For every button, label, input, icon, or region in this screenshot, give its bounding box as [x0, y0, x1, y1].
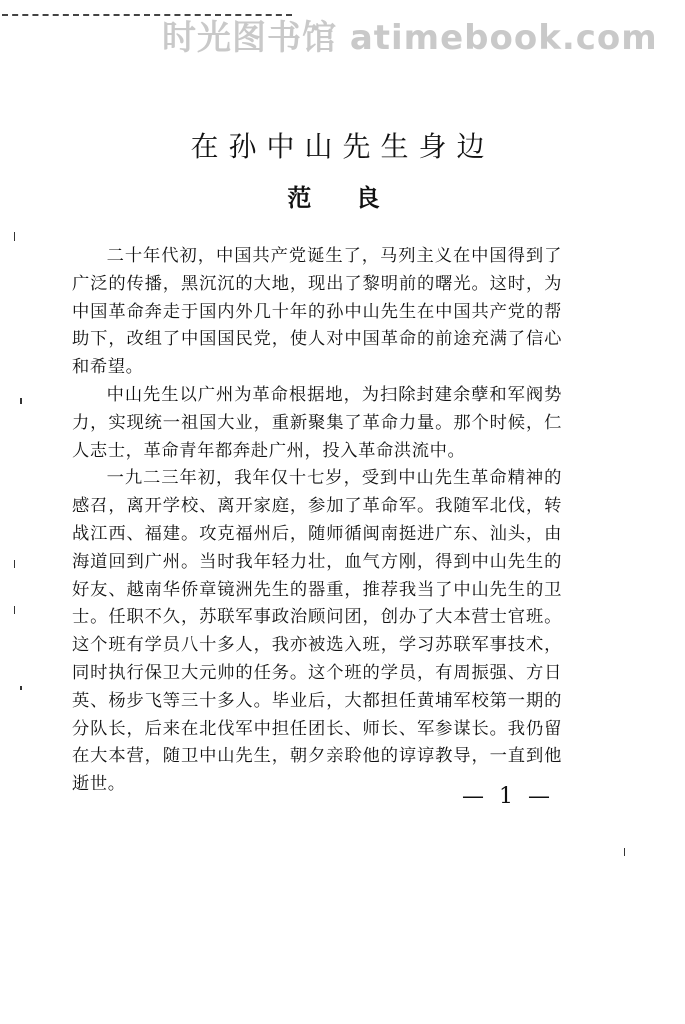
paragraph: 一九二三年初，我年仅十七岁，受到中山先生革命精神的感召，离开学校、离开家庭，参加了革命军。我随军北伐，转战江西、福建。攻克福州后，随师循闽南挺进广东、汕头，由海道回到广州。当时我年轻力壮，血气方刚，得到中山先生的好友、越南华侨章镜洲先生的器重，推荐我当了中山先生的卫士。任职不久，苏联军事政治顾问团，创办了大本营士官班。这个班有学员八十多人，我亦被选入班，学习苏联军事技术，同时执行保卫大元帅的任务。这个班的学员，有周振强、方日英、杨步飞等三十多人。毕业后，大都担任黄埔军校第一期的分队长，后来在北伐军中担任团长、师长、军参谋长。我仍留在大本营，随卫中山先生，朝夕亲聆他的谆谆教导，一直到他逝世。 [72, 468, 562, 795]
scan-mark [14, 560, 15, 568]
scan-mark [14, 232, 15, 241]
scan-mark [624, 848, 625, 856]
paragraph: 二十年代初，中国共产党诞生了，马列主义在中国得到了广泛的传播，黑沉沉的大地，现出了黎明前的曙光。这时，为中国革命奔走于国内外几十年的孙中山先生在中国共产党的帮助下，改组了中国国民党，使人对中国革命的前途充满了信心和希望。 [72, 246, 562, 378]
watermark: 时光图书馆 atimebook.com [162, 18, 658, 58]
author-name: 范 良 [287, 183, 398, 212]
paragraph: 中山先生以广州为革命根据地，为扫除封建余孽和军阀势力，实现统一祖国大业，重新聚集了革命力量。那个时候，仁人志士，革命青年都奔赴广州，投入革命洪流中。 [72, 384, 562, 461]
page-number: — 1 — [462, 784, 554, 809]
page-title: 在孙中山先生身边 [190, 130, 495, 163]
scan-mark [20, 686, 22, 690]
body-text [72, 243, 562, 799]
scan-mark [14, 606, 15, 614]
scan-mark [20, 398, 22, 404]
